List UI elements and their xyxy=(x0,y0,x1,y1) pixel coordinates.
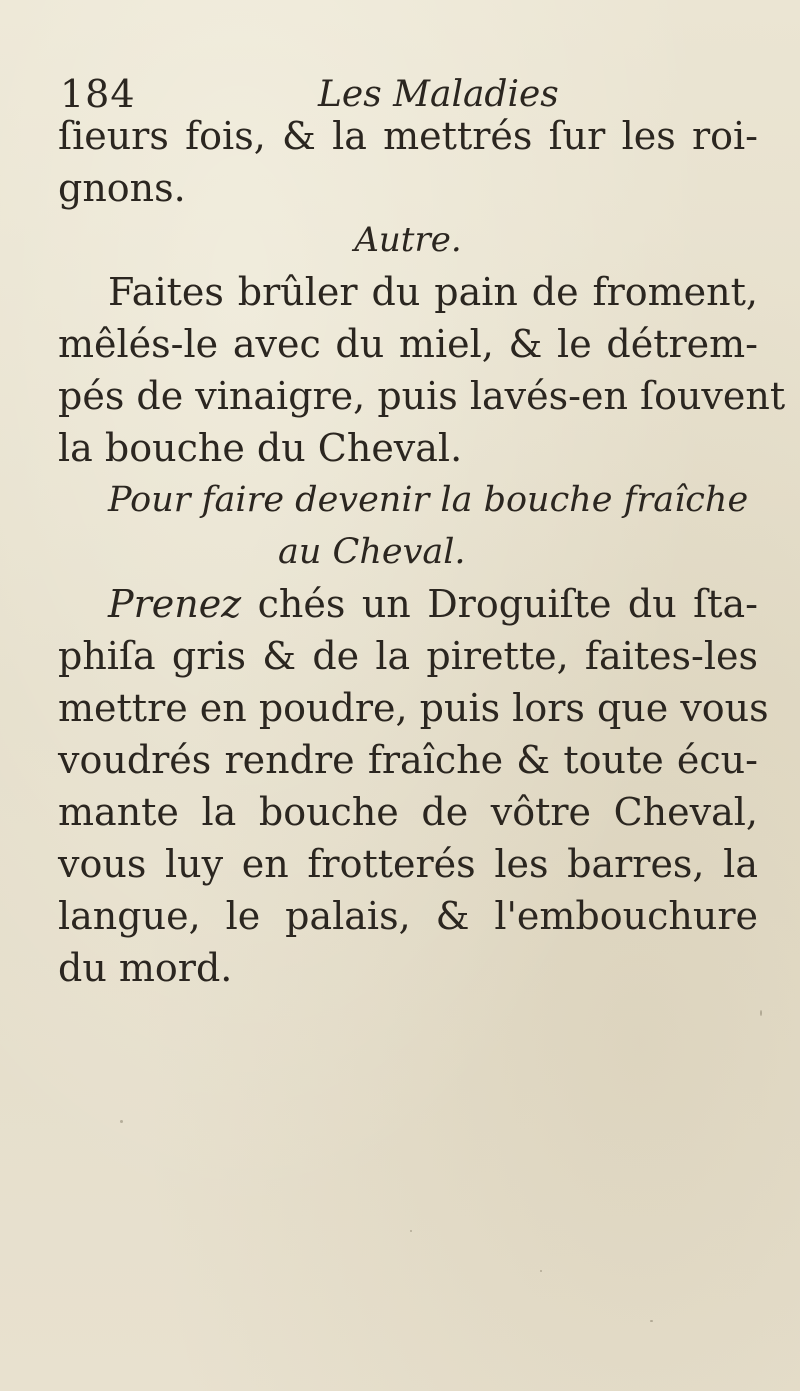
running-title: Les Maladies xyxy=(318,74,559,115)
text-line xyxy=(58,578,758,630)
paper-speck xyxy=(120,1120,123,1123)
page-number: 184 xyxy=(60,72,136,116)
text-line: du mord. xyxy=(58,946,233,990)
text-line: voudrés rendre fraîche & toute écu- xyxy=(58,738,758,782)
text-line: phiſa gris & de la pirette, faites-les xyxy=(58,634,758,678)
text-line: la bouche du Cheval. xyxy=(58,426,463,470)
text-line: mante la bouche de vôtre Cheval, xyxy=(58,790,758,834)
text-line: mettre en poudre, puis lors que vous xyxy=(58,686,769,730)
text-line: pés de vinaigre, puis lavés-en ſouvent xyxy=(58,374,786,418)
section-heading-continued: au Cheval. xyxy=(278,532,466,572)
section-heading: Pour faire devenir la bouche fraîche xyxy=(108,480,749,520)
body-text xyxy=(58,110,786,994)
section-heading: Autre. xyxy=(354,220,462,260)
paper-speck xyxy=(540,1270,542,1272)
text-line: vous luy en frotterés les barres, la xyxy=(58,842,758,886)
text-line: langue, le palais, & l'embouchure xyxy=(58,894,758,938)
paper-speck xyxy=(650,1320,653,1322)
text-line: ſieurs fois, & la mettrés ſur les roi- xyxy=(58,114,758,158)
text-line: gnons. xyxy=(58,166,186,210)
text-line: Faites brûler du pain de froment, xyxy=(108,270,758,314)
paper-speck xyxy=(760,1010,762,1016)
text-line: mêlés-le avec du miel, & le détrem- xyxy=(58,322,758,366)
paper-speck xyxy=(410,1230,412,1232)
first-word: Prenez xyxy=(108,582,242,626)
line-rest: chés un Droguiſte du ſta- xyxy=(241,582,758,626)
